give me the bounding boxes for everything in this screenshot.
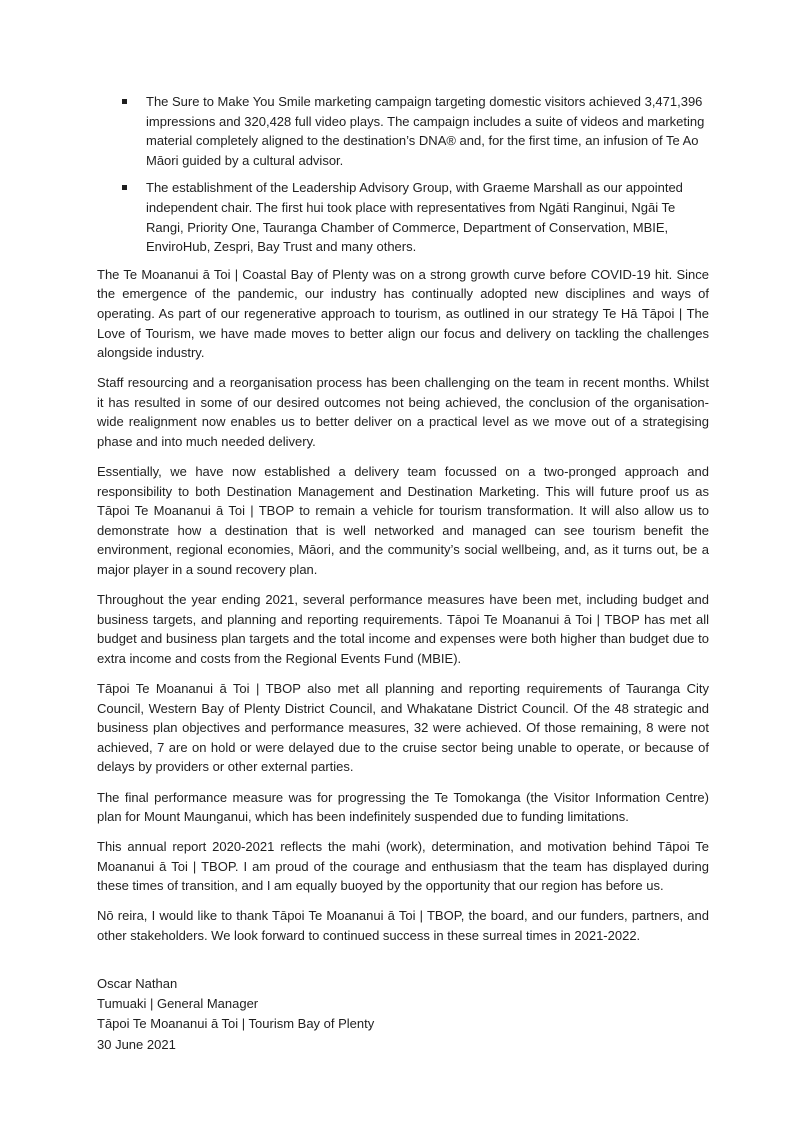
signatory-organisation: Tāpoi Te Moananui ā Toi | Tourism Bay of Plenty bbox=[97, 1016, 375, 1032]
bullet-text: The establishment of the Leadership Advisory Group, with Graeme Marshall as our appointed independent chair. The first hui took place with representatives from Ngāti Ranginui, Ngāi Te Rangi, Priority One, Tauranga Chamber of Commerce, Department of Conservation, MBIE, EnviroHub, Zespri, Bay Trust and many others. bbox=[146, 180, 683, 255]
signature-block bbox=[97, 974, 709, 1056]
paragraph: Nō reira, I would like to thank Tāpoi Te Moananui ā Toi | TBOP, the board, and our funders, partners, and other stakeholders. We look forward to continued success in these surreal times in 2021-2022. bbox=[97, 908, 709, 944]
list-item bbox=[97, 92, 709, 170]
paragraph: This annual report 2020-2021 reflects the mahi (work), determination, and motivation behind Tāpoi Te Moananui ā Toi | TBOP. I am proud of the courage and enthusiasm that the team has displayed during these times of transition, and I am equally buoyed by the opportunity that our region has before us. bbox=[97, 839, 709, 894]
document-page bbox=[97, 92, 709, 1055]
paragraph: The Te Moananui ā Toi | Coastal Bay of Plenty was on a strong growth curve before COVID-19 hit. Since the emergence of the pandemic, our industry has continually adopted new disciplines and ways of operating. As part of our regenerative approach to tourism, as outlined in our strategy Te Hā Tāpoi | The Love of Tourism, we have made moves to better align our focus and delivery on tackling the challenges alongside industry. bbox=[97, 266, 709, 361]
paragraph: Throughout the year ending 2021, several performance measures have been met, including budget and business targets, and planning and reporting requirements. Tāpoi Te Moananui ā Toi | TBOP has met all budget and business plan targets and the total income and expenses were both higher than budget due to extra income and costs from the Regional Events Fund (MBIE). bbox=[97, 592, 709, 666]
bullet-list bbox=[97, 92, 709, 257]
signature-date: 30 June 2021 bbox=[97, 1036, 176, 1052]
paragraph: The final performance measure was for progressing the Te Tomokanga (the Visitor Information Centre) plan for Mount Maunganui, which has been indefinitely suspended due to funding limitations. bbox=[97, 789, 709, 825]
paragraph: Tāpoi Te Moananui ā Toi | TBOP also met all planning and reporting requirements of Tauranga City Council, Western Bay of Plenty District Council, and Whakatane District Council. Of the 48 strategic and business plan objectives and performance measures, 32 were achieved. Of those remaining, 8 were not achieved, 7 are on hold or were delayed due to the cruise sector being unable to operate, or because of delays by providers or other external parties. bbox=[97, 681, 709, 775]
paragraph: Staff resourcing and a reorganisation process has been challenging on the team in recent months. Whilst it has resulted in some of our desired outcomes not being achieved, the conclusion of the organisation-wide realignment now enables us to better deliver on a practical level as we move out of a strategising phase and into much needed delivery. bbox=[97, 375, 709, 449]
bullet-text: The Sure to Make You Smile marketing campaign targeting domestic visitors achieved 3,471,396 impressions and 320,428 full video plays. The campaign includes a suite of videos and marketing material completely aligned to the destination’s DNA® and, for the first time, an infusion of Te Ao Māori guided by a cultural advisor. bbox=[146, 94, 705, 168]
signatory-title: Tumuaki | General Manager bbox=[97, 996, 259, 1012]
list-item bbox=[97, 178, 709, 256]
signatory-name: Oscar Nathan bbox=[97, 975, 178, 991]
bullet-square-icon bbox=[122, 99, 127, 104]
paragraph: Essentially, we have now established a delivery team focussed on a two-pronged approach and responsibility to both Destination Management and Destination Marketing. This will future proof us as Tāpoi Te Moananui ā Toi | TBOP to remain a vehicle for tourism transformation. It will also allow us to demonstrate how a destination that is well networked and managed can see tourism benefit the environment, regional economies, Māori, and the community’s social wellbeing, and, as it turns out, be a major player in a sound recovery plan. bbox=[97, 464, 709, 578]
bullet-square-icon bbox=[122, 185, 127, 190]
